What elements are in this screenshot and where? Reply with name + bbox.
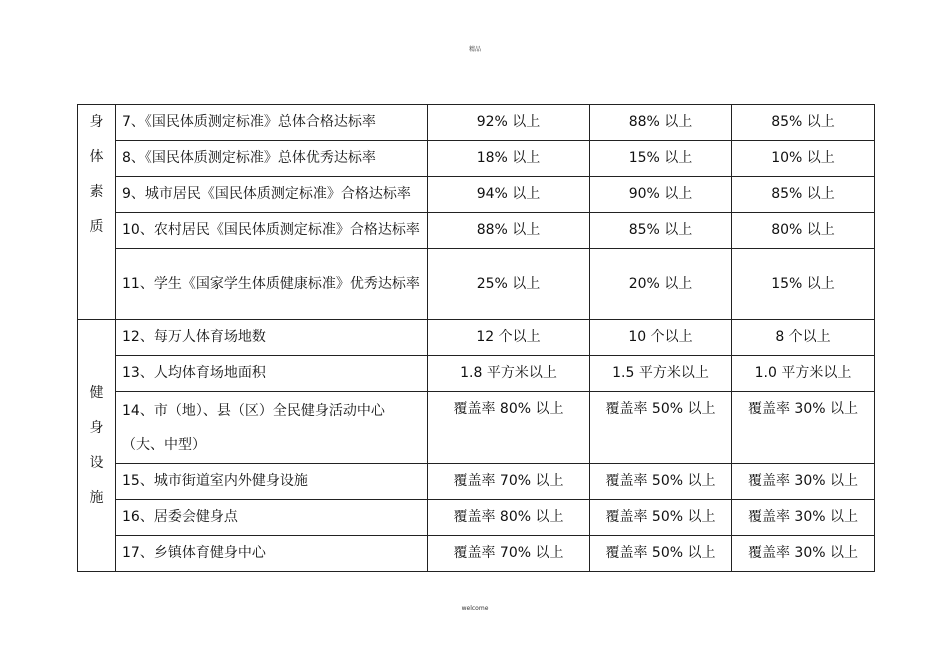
category-char: 身: [89, 114, 104, 130]
category-cell-facilities: [78, 320, 116, 572]
value-cell: 15% 以上: [590, 141, 732, 177]
category-char: 素: [89, 184, 104, 200]
value-cell: 1.0 平方米以上: [732, 356, 875, 392]
value-cell: 1.5 平方米以上: [590, 356, 732, 392]
category-cell-physique: [78, 105, 116, 320]
table-row: [78, 500, 875, 536]
value-cell: 88% 以上: [428, 213, 590, 249]
value-cell: 88% 以上: [590, 105, 732, 141]
table-row: [78, 213, 875, 249]
value-cell: 覆盖率 50% 以上: [590, 536, 732, 572]
category-char: 设: [89, 454, 104, 471]
item-cell: 8、《国民体质测定标准》总体优秀达标率: [116, 141, 428, 177]
value-cell: 覆盖率 80% 以上: [428, 500, 590, 536]
table-row: [78, 320, 875, 356]
category-char: 健: [89, 384, 104, 401]
table-row: [78, 536, 875, 572]
item-cell: 17、乡镇体育健身中心: [116, 536, 428, 572]
value-cell: 覆盖率 30% 以上: [732, 464, 875, 500]
item-cell: 12、每万人体育场地数: [116, 320, 428, 356]
value-cell: 25% 以上: [428, 249, 590, 320]
table-row: [78, 105, 875, 141]
value-cell: 18% 以上: [428, 141, 590, 177]
value-cell: 20% 以上: [590, 249, 732, 320]
value-cell: 15% 以上: [732, 249, 875, 320]
value-cell: 覆盖率 30% 以上: [732, 392, 875, 464]
category-char: 身: [89, 419, 104, 436]
value-cell: 12 个以上: [428, 320, 590, 356]
standards-table: [77, 104, 875, 572]
value-cell: 覆盖率 30% 以上: [732, 500, 875, 536]
table-row: [78, 356, 875, 392]
value-cell: 覆盖率 50% 以上: [590, 464, 732, 500]
value-cell: 94% 以上: [428, 177, 590, 213]
value-cell: 92% 以上: [428, 105, 590, 141]
item-cell: 14、市（地）、县（区）全民健身活动中心（大、中型）: [116, 392, 428, 464]
item-cell: 7、《国民体质测定标准》总体合格达标率: [116, 105, 428, 141]
value-cell: 80% 以上: [732, 213, 875, 249]
value-cell: 覆盖率 50% 以上: [590, 392, 732, 464]
value-cell: 85% 以上: [590, 213, 732, 249]
category-char: 质: [89, 219, 104, 235]
category-char: 体: [89, 149, 104, 165]
value-cell: 85% 以上: [732, 105, 875, 141]
value-cell: 90% 以上: [590, 177, 732, 213]
item-cell: 10、农村居民《国民体质测定标准》合格达标率: [116, 213, 428, 249]
value-cell: 85% 以上: [732, 177, 875, 213]
page-header: 精品: [468, 46, 481, 53]
item-cell: 15、城市街道室内外健身设施: [116, 464, 428, 500]
table-row: [78, 464, 875, 500]
value-cell: 覆盖率 50% 以上: [590, 500, 732, 536]
table-row: [78, 141, 875, 177]
value-cell: 1.8 平方米以上: [428, 356, 590, 392]
value-cell: 覆盖率 80% 以上: [428, 392, 590, 464]
table-row: [78, 392, 875, 464]
item-cell: 9、城市居民《国民体质测定标准》合格达标率: [116, 177, 428, 213]
page-footer: welcome: [461, 605, 489, 612]
item-cell: 16、居委会健身点: [116, 500, 428, 536]
category-char: 施: [89, 489, 104, 506]
item-cell: 11、学生《国家学生体质健康标准》优秀达标率: [116, 249, 428, 320]
value-cell: 10% 以上: [732, 141, 875, 177]
value-cell: 10 个以上: [590, 320, 732, 356]
value-cell: 覆盖率 30% 以上: [732, 536, 875, 572]
value-cell: 覆盖率 70% 以上: [428, 536, 590, 572]
item-cell: 13、人均体育场地面积: [116, 356, 428, 392]
table-row: [78, 177, 875, 213]
value-cell: 8 个以上: [732, 320, 875, 356]
value-cell: 覆盖率 70% 以上: [428, 464, 590, 500]
table-row: [78, 249, 875, 320]
